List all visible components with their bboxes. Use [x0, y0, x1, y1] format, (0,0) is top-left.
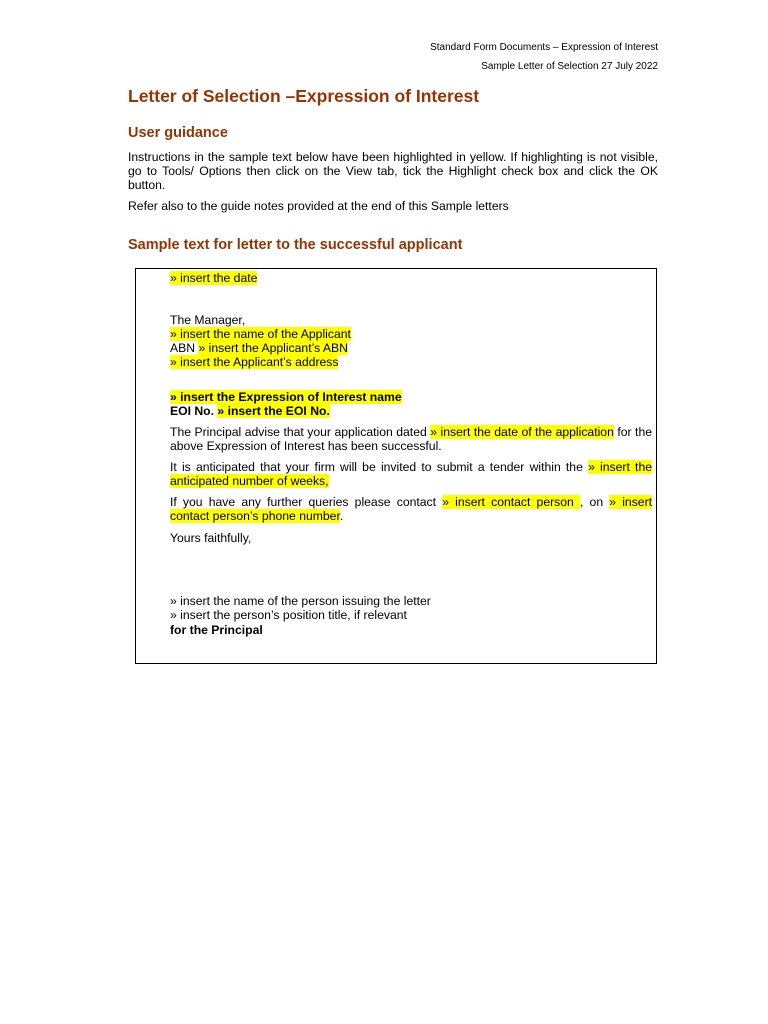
- tender-text: It is anticipated that your firm will be invited to submit a tender within the: [170, 460, 589, 474]
- applicant-name-placeholder: » insert the name of the Applicant: [170, 327, 351, 341]
- applicant-name-line: [170, 327, 652, 341]
- header-doc-series: Standard Form Documents – Expression of Interest: [430, 42, 658, 53]
- application-date-placeholder: » insert the date of the application: [430, 425, 614, 439]
- signer-title-line: » insert the person’s position title, if relevant: [170, 608, 407, 622]
- success-text-start: The Principal advise that your application dated: [170, 425, 431, 439]
- eoi-number-placeholder: » insert the EOI No.: [217, 404, 330, 418]
- queries-text-end: .: [339, 509, 344, 523]
- contact-phone-placeholder: » insert contact person’s phone number: [170, 495, 653, 523]
- sample-letter-box: [135, 268, 657, 664]
- address-placeholder: » insert the Applicant’s address: [170, 355, 339, 369]
- for-principal-line: for the Principal: [170, 623, 263, 637]
- closing-line: Yours faithfully,: [170, 531, 252, 545]
- success-paragraph: [170, 425, 652, 453]
- manager-salutation: The Manager,: [170, 313, 246, 327]
- signer-name-line: » insert the name of the person issuing the letter: [170, 594, 431, 608]
- tender-paragraph: [170, 460, 652, 488]
- abn-line: [170, 341, 652, 355]
- instructions-paragraph: Instructions in the sample text below have been highlighted in yellow. If highlighting is not visible, go to Tools/ Options then click on the View tab, tick the Highlight check box and click the OK button.: [128, 150, 658, 192]
- user-guidance-heading: User guidance: [128, 125, 228, 141]
- page-title: Letter of Selection –Expression of Interest: [128, 86, 480, 106]
- address-line: [170, 355, 652, 369]
- success-text-end: for the above Expression of Interest has been successful.: [170, 425, 652, 453]
- contact-person-placeholder: » insert contact person: [442, 495, 580, 509]
- eoi-name-line: [170, 390, 652, 404]
- queries-text-mid: , on: [580, 495, 610, 509]
- letter-date-line: [170, 271, 652, 285]
- queries-text-start: If you have any further queries please contact: [170, 495, 443, 509]
- eoi-number-label: EOI No.: [170, 404, 218, 418]
- weeks-placeholder: » insert the anticipated number of weeks,: [170, 460, 652, 488]
- date-placeholder: » insert the date: [170, 271, 258, 285]
- header-doc-version: Sample Letter of Selection 27 July 2022: [481, 61, 658, 72]
- sample-text-heading: Sample text for letter to the successful applicant: [128, 237, 463, 253]
- eoi-name-placeholder: » insert the Expression of Interest name: [170, 390, 402, 404]
- queries-paragraph: [170, 495, 652, 523]
- refer-paragraph: Refer also to the guide notes provided at the end of this Sample letters: [128, 199, 509, 213]
- abn-placeholder: » insert the Applicant’s ABN: [198, 341, 348, 355]
- abn-label: ABN: [170, 341, 199, 355]
- eoi-number-line: [170, 404, 652, 418]
